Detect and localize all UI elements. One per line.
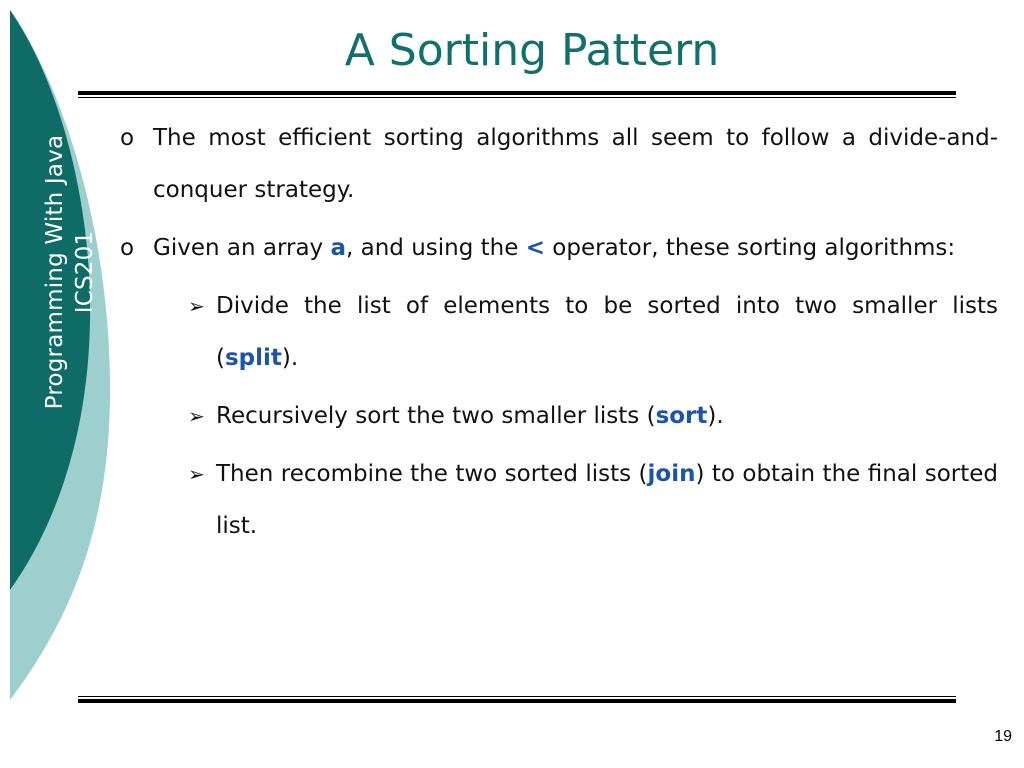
sub-bullet-item bbox=[118, 448, 998, 552]
sidebar-course-title: Programming With Java bbox=[42, 134, 68, 410]
sub-bullet-text: Recursively sort the two smaller lists ( bbox=[216, 403, 656, 429]
bullet-text: operator, these sorting algorithms: bbox=[544, 235, 956, 261]
sub-bullet-text: ). bbox=[281, 345, 299, 371]
arrow-bullet-icon: ➢ bbox=[188, 294, 205, 318]
sidebar-course-code: ICS201 bbox=[72, 230, 98, 314]
page-number: 19 bbox=[994, 728, 1012, 745]
bottom-rule bbox=[78, 696, 956, 703]
keyword-sort: sort bbox=[655, 403, 708, 429]
bullet-text: , and using the bbox=[346, 235, 526, 261]
keyword-operator: < bbox=[525, 235, 545, 261]
arrow-bullet-icon: ➢ bbox=[188, 404, 205, 428]
keyword-join: join bbox=[647, 461, 696, 487]
sub-bullet-item bbox=[118, 280, 998, 384]
top-rule bbox=[78, 91, 956, 98]
arrow-bullet-icon: ➢ bbox=[188, 462, 205, 486]
bullet-marker: o bbox=[120, 235, 135, 261]
slide-body bbox=[118, 112, 998, 558]
bullet-text: The most efficient sorting algorithms all seem to follow a divide-and-conquer strategy. bbox=[153, 125, 998, 203]
bullet-item bbox=[118, 112, 998, 216]
sub-bullet-text: ) to obtain the final sorted list. bbox=[216, 461, 998, 539]
slide-title: A Sorting Pattern bbox=[344, 25, 720, 76]
bullet-text: Given an array bbox=[153, 235, 331, 261]
sidebar-text bbox=[40, 72, 100, 472]
keyword-array-name: a bbox=[330, 235, 346, 261]
sub-bullet-item bbox=[118, 390, 998, 442]
bullet-marker: o bbox=[120, 125, 135, 151]
sub-bullet-text: Then recombine the two sorted lists ( bbox=[216, 461, 648, 487]
keyword-split: split bbox=[224, 345, 282, 371]
bullet-item bbox=[118, 222, 998, 274]
sub-bullet-text: ). bbox=[707, 403, 724, 429]
sub-bullet-text: Divide the list of elements to be sorted into two smaller lists ( bbox=[216, 293, 998, 371]
